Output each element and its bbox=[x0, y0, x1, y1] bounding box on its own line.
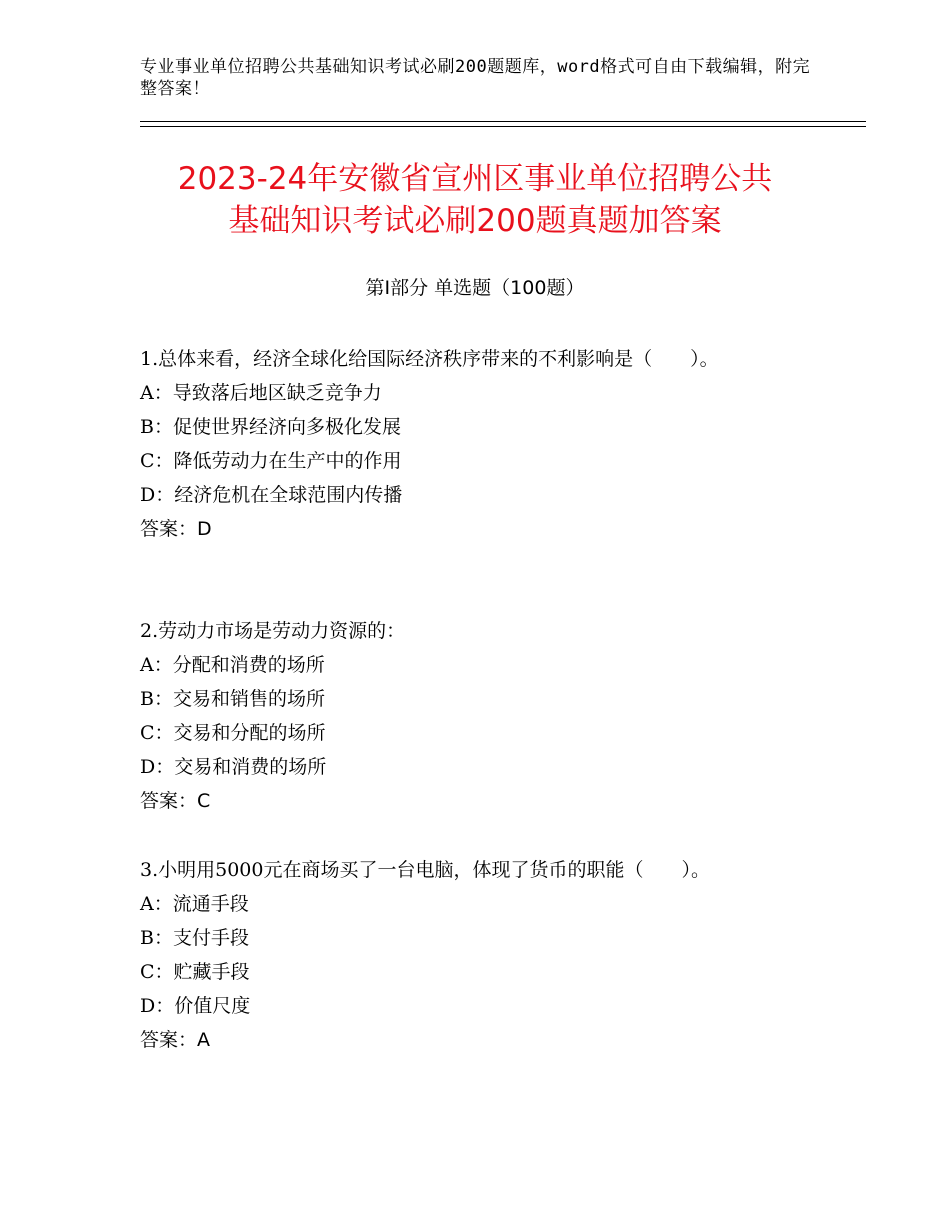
section-heading: 第Ⅰ部分 单选题（100题） bbox=[365, 277, 585, 299]
question-2 bbox=[140, 614, 860, 818]
option-a: A：分配和消费的场所 bbox=[140, 654, 325, 676]
option-d: D：经济危机在全球范围内传播 bbox=[140, 484, 403, 506]
option-c: C：交易和分配的场所 bbox=[140, 722, 326, 744]
header-note: 专业事业单位招聘公共基础知识考试必刷200题题库，word格式可自由下载编辑，附完整答案！ bbox=[140, 57, 811, 99]
document-title-line-1: 2023-24年安徽省宣州区事业单位招聘公共 bbox=[177, 161, 773, 197]
question-stem: 3.小明用5000元在商场买了一台电脑，体现了货币的职能（ ）。 bbox=[140, 859, 710, 881]
option-a: A：流通手段 bbox=[140, 893, 249, 915]
option-b: B：交易和销售的场所 bbox=[140, 688, 325, 710]
question-3 bbox=[140, 853, 860, 1057]
option-b: B：促使世界经济向多极化发展 bbox=[140, 416, 401, 438]
option-a: A：导致落后地区缺乏竞争力 bbox=[140, 382, 382, 404]
option-c: C：贮藏手段 bbox=[140, 961, 250, 983]
option-b: B：支付手段 bbox=[140, 927, 249, 949]
document-title-line-2: 基础知识考试必刷200题真题加答案 bbox=[228, 203, 722, 239]
answer: 答案：C bbox=[140, 790, 211, 812]
answer: 答案：A bbox=[140, 1029, 210, 1051]
answer: 答案：D bbox=[140, 518, 212, 540]
option-d: D：价值尺度 bbox=[140, 995, 251, 1017]
document-title bbox=[100, 158, 850, 242]
question-stem: 1.总体来看，经济全球化给国际经济秩序带来的不利影响是（ ）。 bbox=[140, 348, 719, 370]
header-rule-thick bbox=[140, 121, 866, 122]
question-1 bbox=[140, 342, 860, 546]
option-d: D：交易和消费的场所 bbox=[140, 756, 327, 778]
option-c: C：降低劳动力在生产中的作用 bbox=[140, 450, 402, 472]
header-rule-thin bbox=[140, 126, 866, 127]
question-stem: 2.劳动力市场是劳动力资源的： bbox=[140, 620, 406, 642]
